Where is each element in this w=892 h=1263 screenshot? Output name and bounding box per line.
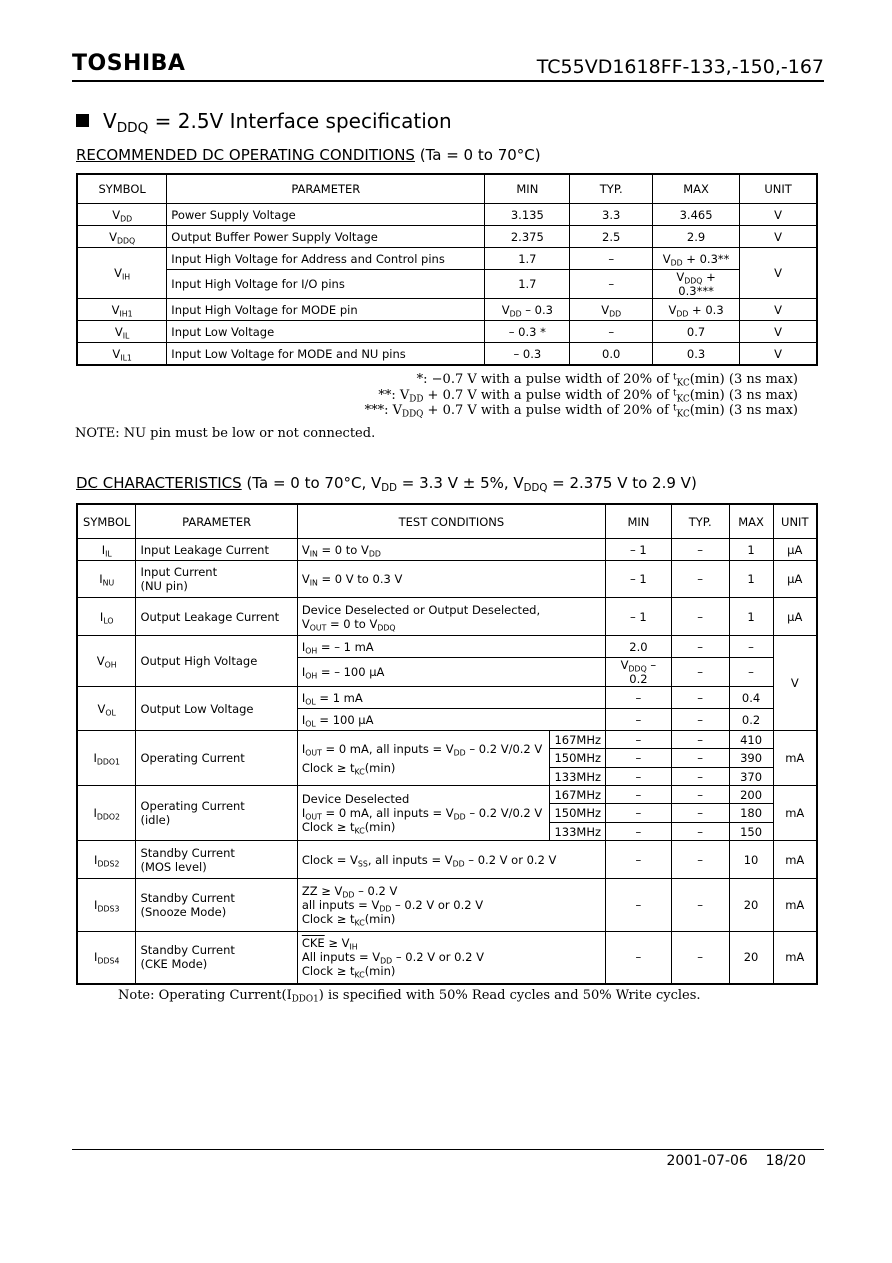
column-header: SYMBOL (77, 174, 167, 204)
symbol-cell: $V_{IL1}$ (77, 343, 167, 366)
note-operating-current: Note: Operating $Current(I_{DDO1})$ is specified with 50% Read cycles and 50% Write cycles. (118, 988, 701, 1005)
frequency-cell: 167MHz (550, 786, 606, 804)
unit-cell: mA (773, 879, 817, 932)
max-cell: – (729, 658, 773, 687)
min-cell: 1.7 (485, 270, 570, 299)
unit-cell: V (740, 226, 817, 248)
min-cell: – 1 (606, 561, 672, 598)
parameter-cell: Input Low Voltage (167, 321, 485, 343)
typ-cell: 3.3 (570, 204, 653, 226)
table-row (77, 270, 817, 299)
condition-cell: Clock = $V_{SS}$, all inputs = $V_{DD} - 0.2$ V or 0.2 V (297, 841, 605, 879)
column-header: TYP. (671, 504, 729, 539)
table-row (77, 598, 817, 636)
column-header: MIN (606, 504, 672, 539)
footer-date: 2001-07-06 (666, 1153, 748, 1169)
table-row (77, 731, 817, 749)
typ-cell: – (671, 561, 729, 598)
max-cell: 1 (729, 539, 773, 561)
min-cell: 2.0 (606, 636, 672, 658)
min-cell: – (606, 823, 672, 841)
min-cell: – 1 (606, 539, 672, 561)
min-cell: – (606, 749, 672, 768)
typ-cell: – (671, 539, 729, 561)
condition-cell: Device Deselected or Output Deselected, $V_{OUT} = 0$ to $V_{DDQ}$ (297, 598, 605, 636)
table-row (77, 321, 817, 343)
parameter-cell: Operating Current (136, 731, 297, 786)
symbol-cell: $I_{DDO2}$ (77, 786, 136, 841)
bullet-square-icon (76, 114, 89, 127)
symbol-cell: $I_{LO}$ (77, 598, 136, 636)
condition-cell: Device Deselected $I_{OUT} = 0$ mA, all inputs = $V_{DD} - 0.2$ V/0.2 V Clock ≥ $t_{KC}(\min)$ (297, 786, 550, 841)
symbol-cell: $V_{DDQ}$ (77, 226, 167, 248)
max-cell: 0.2 (729, 709, 773, 731)
symbol-cell: $V_{OL}$ (77, 687, 136, 731)
frequency-cell: 150MHz (550, 804, 606, 823)
unit-cell: V (740, 299, 817, 321)
column-header: MAX (729, 504, 773, 539)
recommended-conditions-heading: RECOMMENDED DC OPERATING CONDITIONS (Ta = 0 to 70°C) (76, 146, 541, 164)
typ-cell: $V_{DD}$ (570, 299, 653, 321)
symbol-cell: $I_{IL}$ (77, 539, 136, 561)
symbol-cell: $I_{DDO1}$ (77, 731, 136, 786)
table-row (77, 636, 817, 658)
typ-cell: – (671, 658, 729, 687)
min-cell: – 0.3 (485, 343, 570, 366)
max-cell: 0.7 (653, 321, 740, 343)
max-cell: 3.465 (653, 204, 740, 226)
frequency-cell: 167MHz (550, 731, 606, 749)
symbol-cell: $V_{IH1}$ (77, 299, 167, 321)
max-cell: 410 (729, 731, 773, 749)
typ-cell: – (671, 709, 729, 731)
symbol-cell: $I_{DDS4}$ (77, 932, 136, 984)
min-cell: $V_{DD} - 0.3$ (485, 299, 570, 321)
symbol-cell: $V_{OH}$ (77, 636, 136, 687)
condition-cell: $I_{OL} = 1$ mA (297, 687, 605, 709)
table-row (77, 204, 817, 226)
column-header: TEST CONDITIONS (297, 504, 605, 539)
table-row (77, 687, 817, 709)
min-cell: – 0.3 * (485, 321, 570, 343)
min-cell: – (606, 804, 672, 823)
min-cell: – (606, 841, 672, 879)
max-cell: 390 (729, 749, 773, 768)
typ-cell: – (671, 768, 729, 786)
min-cell: $V_{DDQ} - 0.2$ (606, 658, 672, 687)
min-cell: – (606, 687, 672, 709)
max-cell: $V_{DD} + 0.3$ (653, 299, 740, 321)
max-cell: 1 (729, 598, 773, 636)
frequency-cell: 150MHz (550, 749, 606, 768)
unit-cell: μA (773, 561, 817, 598)
parameter-cell: Standby Current (MOS level) (136, 841, 297, 879)
column-header: MAX (653, 174, 740, 204)
table-row (77, 786, 817, 804)
parameter-cell: Output High Voltage (136, 636, 297, 687)
parameter-cell: Input Leakage Current (136, 539, 297, 561)
header-rule (72, 80, 824, 82)
table-row (77, 539, 817, 561)
unit-cell: mA (773, 731, 817, 786)
max-cell: 180 (729, 804, 773, 823)
column-header: TYP. (570, 174, 653, 204)
typ-cell: 2.5 (570, 226, 653, 248)
unit-cell: V (740, 204, 817, 226)
footer-rule (72, 1149, 824, 1150)
company-logo: TOSHIBA (72, 51, 186, 76)
min-cell: – (606, 768, 672, 786)
parameter-cell: Standby Current (Snooze Mode) (136, 879, 297, 932)
table-row (77, 299, 817, 321)
table-row (77, 932, 817, 984)
min-cell: – (606, 879, 672, 932)
condition-cell: $I_{OH}$ = – 1 mA (297, 636, 605, 658)
unit-cell: V (740, 321, 817, 343)
condition-cell: $\overline{CKE} \ge V_{IH}$ All inputs = $V_{DD} - 0.2$ V or 0.2 V Clock ≥ $t_{KC}(\min)$ (297, 932, 605, 984)
typ-cell: – (570, 321, 653, 343)
table-row (77, 841, 817, 879)
typ-cell: – (671, 731, 729, 749)
max-cell: 200 (729, 786, 773, 804)
column-header: UNIT (773, 504, 817, 539)
part-number: TC55VD1618FF-133,-150,-167 (536, 56, 824, 78)
max-cell: 150 (729, 823, 773, 841)
table-row (77, 343, 817, 366)
max-cell: $V_{DD} + 0.3**$ (653, 248, 740, 270)
parameter-cell: Input High Voltage for MODE pin (167, 299, 485, 321)
typ-cell: – (570, 248, 653, 270)
recommended-conditions-table (76, 173, 818, 366)
max-cell: 0.4 (729, 687, 773, 709)
condition-cell: $I_{OL} = 100$ μA (297, 709, 605, 731)
table-row (77, 879, 817, 932)
dc-characteristics-heading: DC CHARACTERISTICS (Ta = 0 to 70°C, $V_{DD} = 3.3$ V ± 5%, $V_{DDQ} = 2.375$ V to 2.9 V) (76, 474, 697, 495)
frequency-cell: 133MHz (550, 823, 606, 841)
min-cell: 1.7 (485, 248, 570, 270)
max-cell: $V_{DDQ} + 0.3***$ (653, 270, 740, 299)
typ-cell: – (671, 749, 729, 768)
unit-cell: μA (773, 539, 817, 561)
condition-cell: $V_{IN} = 0$ V to 0.3 V (297, 561, 605, 598)
table-row (77, 248, 817, 270)
page-footer (666, 1153, 806, 1169)
footnote-2: **: $V_{DD} + 0.7$ V with a pulse width of 20% of $^t_{KC}$(min) (3 ns max) (378, 387, 798, 405)
typ-cell: – (671, 932, 729, 984)
symbol-cell: $I_{DDS3}$ (77, 879, 136, 932)
footnote-3: ***: $V_{DDQ} + 0.7$ V with a pulse width of 20% of $^t_{KC}$(min) (3 ns max) (364, 403, 798, 420)
min-cell: 2.375 (485, 226, 570, 248)
min-cell: – (606, 731, 672, 749)
typ-cell: – (671, 786, 729, 804)
parameter-cell: Output Buffer Power Supply Voltage (167, 226, 485, 248)
column-header: PARAMETER (136, 504, 297, 539)
max-cell: 20 (729, 932, 773, 984)
parameter-cell: Input High Voltage for I/O pins (167, 270, 485, 299)
parameter-cell: Input Low Voltage for MODE and NU pins (167, 343, 485, 366)
parameter-cell: Standby Current (CKE Mode) (136, 932, 297, 984)
symbol-cell: $I_{DDS2}$ (77, 841, 136, 879)
unit-cell: mA (773, 841, 817, 879)
table-header-row (77, 504, 817, 539)
parameter-cell: Input High Voltage for Address and Control pins (167, 248, 485, 270)
max-cell: 370 (729, 768, 773, 786)
typ-cell: – (671, 879, 729, 932)
condition-cell: ZZ ≥ $V_{DD} - 0.2$ V all inputs = $V_{DD} - 0.2$ V or 0.2 V Clock ≥ $t_{KC}(\min)$ (297, 879, 605, 932)
symbol-cell: $V_{IH}$ (77, 248, 167, 299)
footnote-1: *: −0.7 V with a pulse width of 20% of $^t_{KC}$(min) (3 ns max) (416, 372, 798, 389)
column-header: MIN (485, 174, 570, 204)
min-cell: – (606, 932, 672, 984)
column-header: SYMBOL (77, 504, 136, 539)
max-cell: 10 (729, 841, 773, 879)
table-row (77, 561, 817, 598)
symbol-cell: $V_{DD}$ (77, 204, 167, 226)
min-cell: – (606, 786, 672, 804)
frequency-cell: 133MHz (550, 768, 606, 786)
parameter-cell: Operating Current (idle) (136, 786, 297, 841)
parameter-cell: Output Leakage Current (136, 598, 297, 636)
footnotes (365, 372, 798, 419)
typ-cell: – (671, 598, 729, 636)
max-cell: 20 (729, 879, 773, 932)
column-header: PARAMETER (167, 174, 485, 204)
typ-cell: – (671, 687, 729, 709)
symbol-cell: $I_{NU}$ (77, 561, 136, 598)
min-cell: 3.135 (485, 204, 570, 226)
unit-cell: μA (773, 598, 817, 636)
unit-cell: V (740, 343, 817, 366)
table-row (77, 226, 817, 248)
typ-cell: – (671, 636, 729, 658)
max-cell: 0.3 (653, 343, 740, 366)
unit-cell: mA (773, 932, 817, 984)
page-number: 18/20 (765, 1153, 806, 1169)
typ-cell: – (570, 270, 653, 299)
typ-cell: – (671, 823, 729, 841)
condition-cell: $V_{IN} = 0$ to $V_{DD}$ (297, 539, 605, 561)
max-cell: – (729, 636, 773, 658)
parameter-cell: Output Low Voltage (136, 687, 297, 731)
condition-cell: $I_{OH}$ = – 100 μA (297, 658, 605, 687)
max-cell: 2.9 (653, 226, 740, 248)
dc-characteristics-table (76, 503, 818, 985)
typ-cell: 0.0 (570, 343, 653, 366)
parameter-cell: Input Current (NU pin) (136, 561, 297, 598)
parameter-cell: Power Supply Voltage (167, 204, 485, 226)
column-header: UNIT (740, 174, 817, 204)
table-header-row (77, 174, 817, 204)
symbol-cell: $V_{IL}$ (77, 321, 167, 343)
unit-cell: mA (773, 786, 817, 841)
section-title: $V_{DDQ} = 2.5V$ Interface specification (76, 109, 452, 133)
condition-cell: $I_{OUT} = 0$ mA, all inputs = $V_{DD} - 0.2$ V/0.2 V Clock ≥ $t_{KC}(\min)$ (297, 731, 550, 786)
typ-cell: – (671, 804, 729, 823)
min-cell: – 1 (606, 598, 672, 636)
typ-cell: – (671, 841, 729, 879)
min-cell: – (606, 709, 672, 731)
unit-cell: V (773, 636, 817, 731)
max-cell: 1 (729, 561, 773, 598)
unit-cell: V (740, 248, 817, 299)
note-nu-pin: NOTE: NU pin must be low or not connected. (75, 426, 376, 441)
